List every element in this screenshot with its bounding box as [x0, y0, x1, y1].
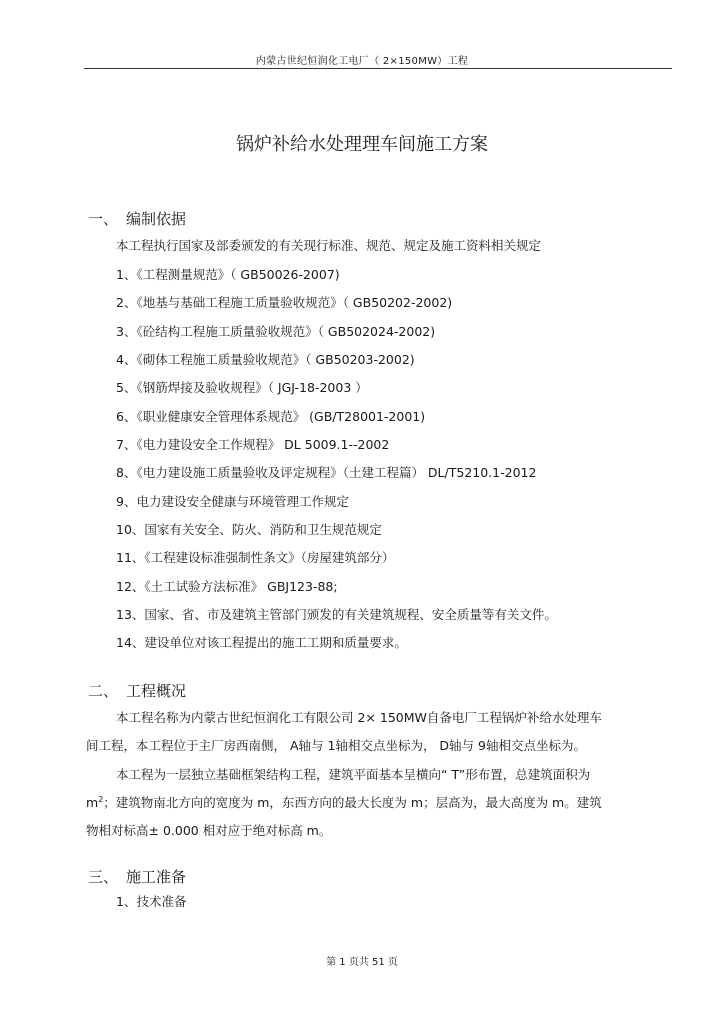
overview-line: 物相对标高± 0.000 相对应于绝对标高 m。 — [86, 823, 332, 838]
reference-item: 5、《钢筋焊接及验收规程》（ JGJ-18-2003 ） — [116, 380, 368, 395]
page-footer: 第 1 页共 51 页 — [326, 957, 398, 968]
page-header: 内蒙古世纪恒润化工电厂（ 2×150MW）工程 — [255, 56, 469, 67]
section-heading-2 — [88, 680, 186, 701]
section-number: 三、 — [88, 868, 119, 886]
subsection-heading: 1、技术准备 — [116, 894, 187, 909]
reference-item: 9、电力建设安全健康与环境管理工作规定 — [116, 494, 349, 509]
reference-item: 2、《地基与基础工程施工质量验收规范》（ GB50202-2002) — [116, 295, 453, 310]
overview-line: 本工程为一层独立基础框架结构工程，建筑平面基本呈横向“ T”形布置，总建筑面积为 — [116, 767, 591, 782]
reference-item: 6、《职业健康安全管理体系规范》 (GB/T28001-2001) — [116, 409, 426, 424]
reference-item: 8、《电力建设施工质量验收及评定规程》（土建工程篇） DL/T5210.1-2012 — [116, 465, 537, 480]
document-title: 锅炉补给水处理理车间施工方案 — [236, 134, 488, 155]
section-title: 施工准备 — [126, 868, 187, 886]
area-unit: m — [86, 795, 99, 810]
section-title: 工程概况 — [126, 682, 187, 700]
reference-item: 1、《工程测量规范》（ GB50026-2007) — [116, 267, 340, 282]
reference-item: 7、《电力建设安全工作规程》 DL 5009.1--2002 — [116, 437, 390, 452]
reference-item: 12、《土工试验方法标准》 GBJ123-88; — [116, 579, 338, 594]
section-number: 一、 — [88, 210, 119, 228]
reference-item: 4、《砌体工程施工质量验收规范》（ GB50203-2002) — [116, 352, 415, 367]
overview-text: ；建筑物南北方向的宽度为 m，东西方向的最大长度为 m；层高为，最大高度为 m。建筑 — [103, 795, 602, 810]
area-unit-superscript: 2 — [98, 794, 104, 804]
overview-line — [86, 793, 672, 811]
overview-line: 本工程名称为内蒙古世纪恒润化工有限公司 2× 150MW自备电厂工程锅炉补给水处理车 — [116, 710, 602, 725]
section1-intro: 本工程执行国家及部委颁发的有关现行标准、规范、规定及施工资料相关规定 — [116, 238, 542, 253]
overview-line: 间工程，本工程位于主厂房西南侧， A轴与 1轴相交点坐标为， D轴与 9轴相交点坐标为。 — [86, 738, 586, 753]
reference-item: 11、《工程建设标准强制性条文》（房屋建筑部分） — [116, 550, 395, 565]
section-heading-3 — [88, 866, 186, 887]
reference-item: 14、建设单位对该工程提出的施工工期和质量要求。 — [116, 635, 407, 650]
header-divider — [84, 68, 672, 69]
reference-item: 13、国家、省、市及建筑主管部门颁发的有关建筑规程、安全质量等有关文件。 — [116, 607, 557, 622]
section-heading-1 — [88, 208, 186, 229]
reference-item: 10、国家有关安全、防火、消防和卫生规范规定 — [116, 522, 382, 537]
section-title: 编制依据 — [126, 210, 187, 228]
reference-item: 3、《砼结构工程施工质量验收规范》（ GB502024-2002) — [116, 324, 436, 339]
section-number: 二、 — [88, 682, 119, 700]
